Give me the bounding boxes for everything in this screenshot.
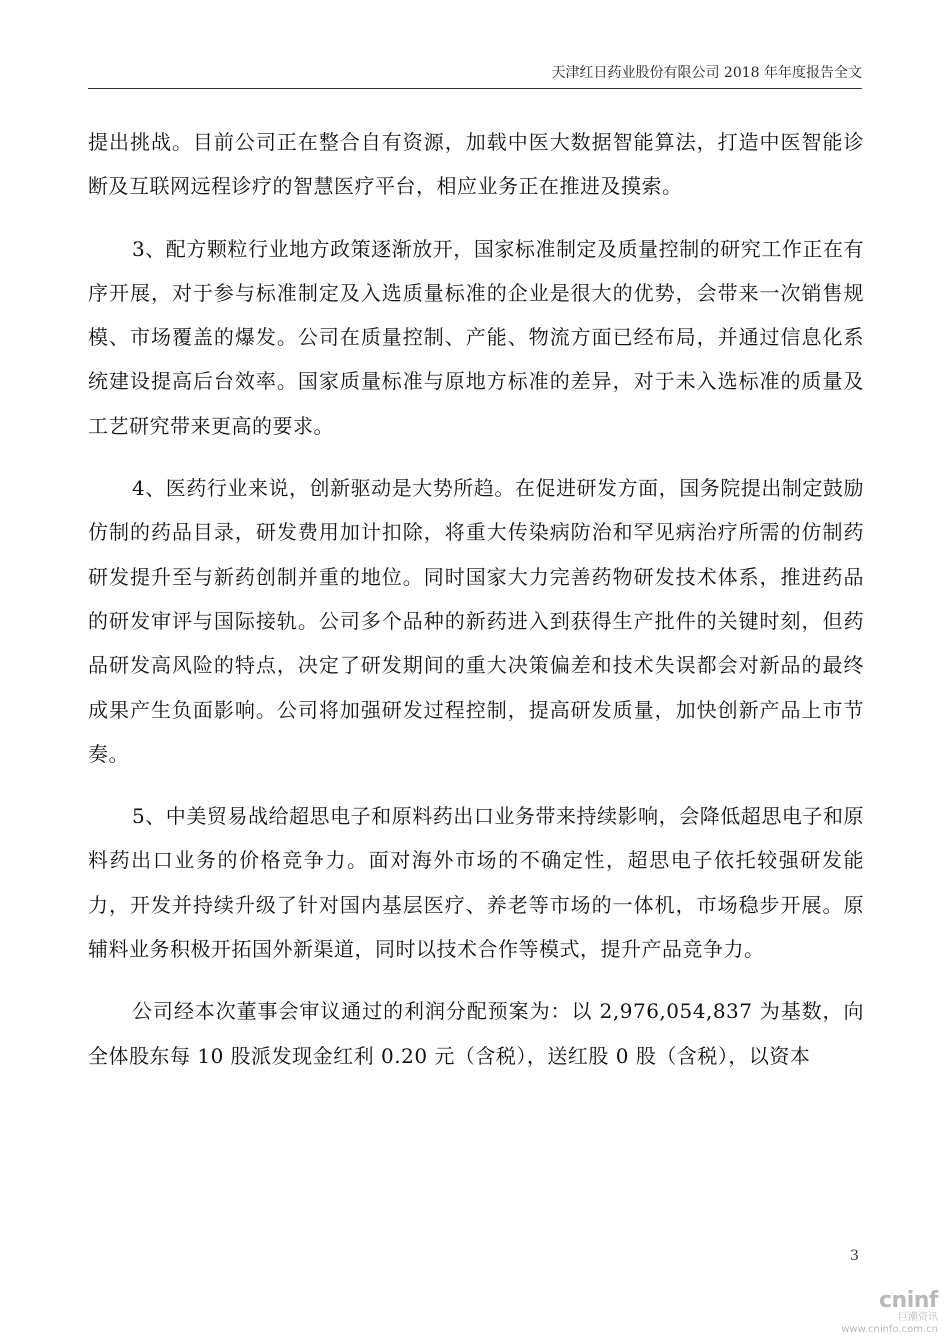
paragraph-item-4: 4、医药行业来说，创新驱动是大势所趋。在促进研发方面，国务院提出制定鼓励仿制的药品目录，研发费用加计扣除，将重大传染病防治和罕见病治疗所需的仿制药研发提升至与新药创制并重的地位。同时国家大力完善药物研发技术体系，推进药品的研发审评与国际接轨。公司多个品种的新药进入到获得生产批件的关键时刻，但药品研发高风险的特点，决定了研发期间的重大决策偏差和技术失误都会对新品的最终成果产生负面影响。公司将加强研发过程控制，提高研发质量，加快创新产品上市节奏。: [88, 476, 864, 766]
cninfo-watermark: [841, 1290, 938, 1336]
paragraph-item-3: 3、配方颗粒行业地方政策逐渐放开，国家标准制定及质量控制的研究工作正在有序开展，对于参与标准制定及入选质量标准的企业是很大的优势，会带来一次销售规模、市场覆盖的爆发。公司在质量控制、产能、物流方面已经布局，并通过信息化系统建设提高后台效率。国家质量标准与原地方标准的差异，对于未入选标准的质量及工艺研究带来更高的要求。: [88, 236, 864, 438]
paragraph-continuation: 提出挑战。目前公司正在整合自有资源，加载中医大数据智能算法，打造中医智能诊断及互联网远程诊疗的智慧医疗平台，相应业务正在推进及摸索。: [88, 130, 864, 199]
report-header-title: 天津红日药业股份有限公司 2018 年年度报告全文: [551, 65, 862, 81]
document-body: [88, 120, 864, 1078]
cninfo-logo: cninf: [879, 1288, 938, 1313]
paragraph-item-5: 5、中美贸易战给超思电子和原料药出口业务带来持续影响，会降低超思电子和原料药出口业务的价格竞争力。面对海外市场的不确定性，超思电子依托较强研发能力，开发并持续升级了针对国内基层医疗、养老等市场的一体机，市场稳步开展。原辅料业务积极开拓国外新渠道，同时以技术合作等模式，提升产品竞争力。: [88, 804, 864, 962]
watermark-name: 巨潮资讯: [898, 1312, 938, 1323]
page-number: 3: [850, 1248, 859, 1264]
header-divider: [88, 88, 862, 89]
watermark-url: www.cninfo.com.cn: [841, 1324, 938, 1335]
paragraph-profit-distribution: 公司经本次董事会审议通过的利润分配预案为：以 2,976,054,837 为基数，向全体股东每 10 股派发现金红利 0.20 元（含税），送红股 0 股（含税），以资本: [88, 999, 864, 1068]
